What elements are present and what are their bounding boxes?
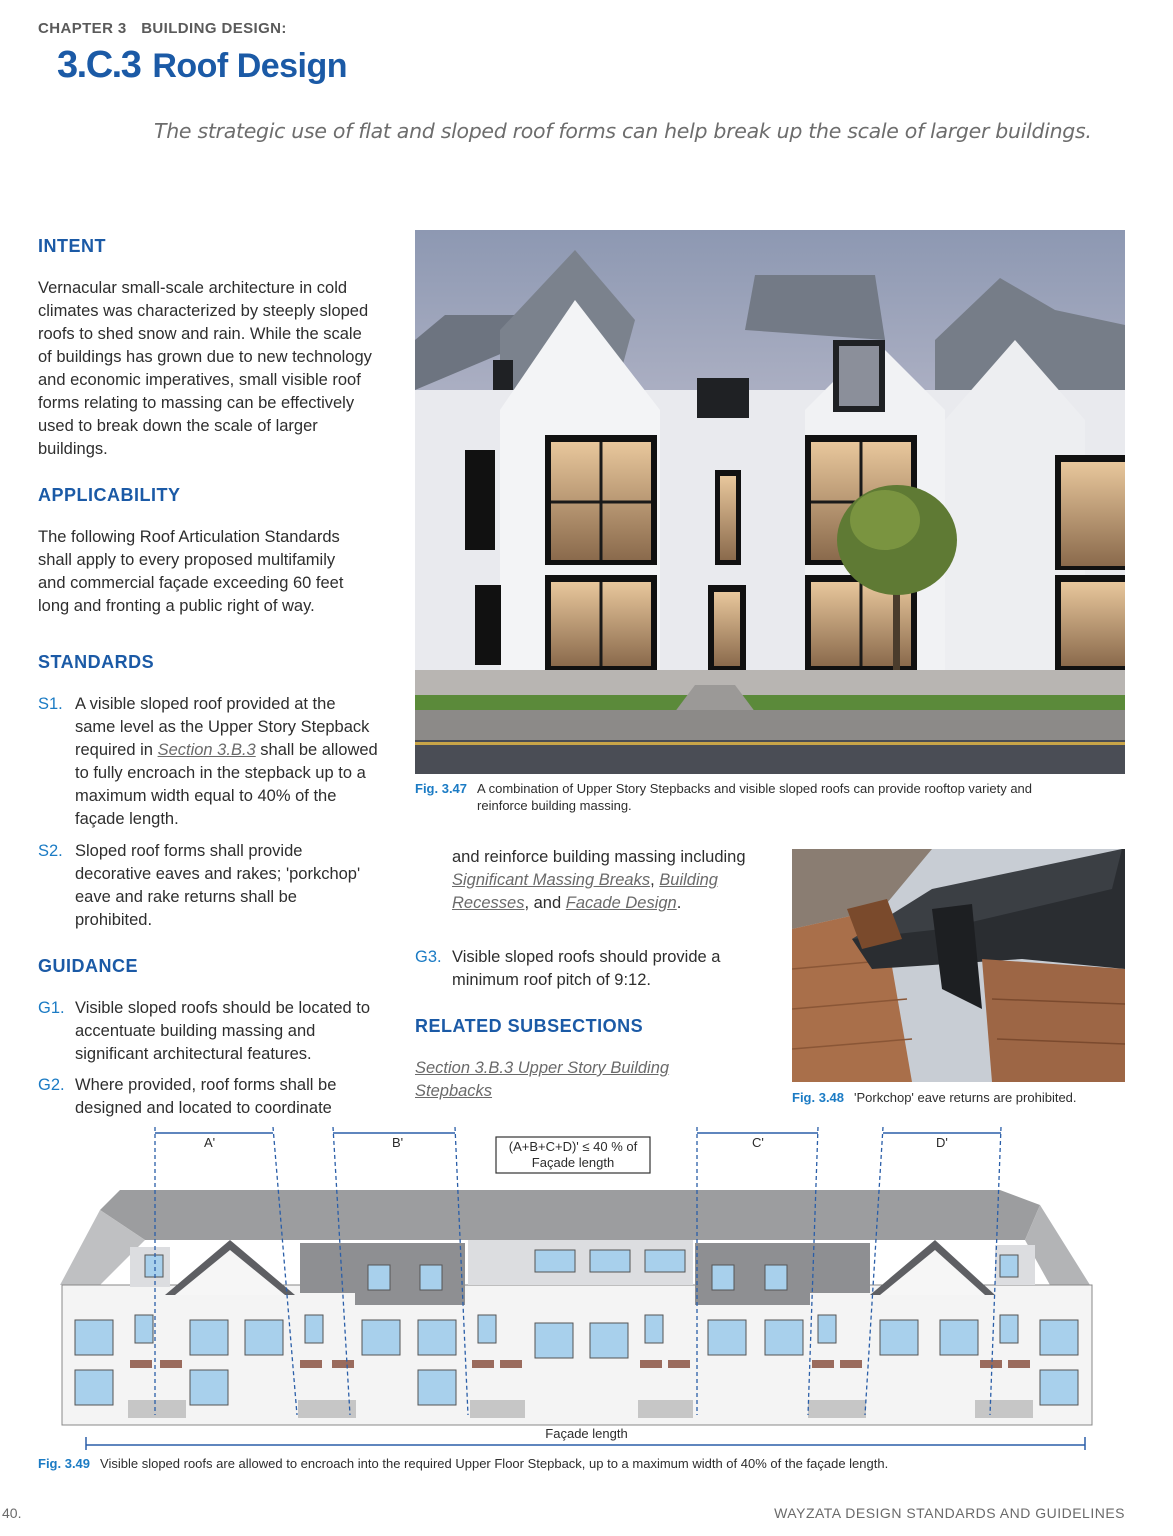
g2-sep1: ,	[650, 871, 660, 889]
g2-label: G2.	[38, 1076, 65, 1094]
s1-text-b: shall be allowed to fully encroach in the stepback up to a maximum width equal to 40% of the façade length.	[75, 741, 378, 828]
fig-3-47-label: Fig. 3.47	[415, 781, 468, 796]
applicability-text: The following Roof Articulation Standards shall apply to every proposed multifamily and commercial façade exceeding 60 feet long and fronting a public right of way.	[38, 528, 344, 615]
townhouse-photo	[415, 230, 1125, 774]
dim-c-label: C'	[752, 1135, 764, 1150]
applicability-heading: APPLICABILITY	[38, 485, 181, 505]
facade-design-link[interactable]: Facade Design	[565, 894, 677, 912]
guidance-g2	[38, 1074, 378, 1120]
fig-3-47-text: A combination of Upper Story Stepbacks and visible sloped roofs can provide rooftop variety and reinforce building massing.	[477, 781, 1033, 813]
facade-diagram	[0, 1115, 1173, 1450]
related-heading: RELATED SUBSECTIONS	[415, 1016, 644, 1036]
g2-sep2: , and	[524, 894, 566, 912]
g2-end: .	[676, 894, 682, 912]
chapter-title: BUILDING DESIGN:	[141, 20, 287, 37]
section-title: Roof Design	[152, 47, 348, 85]
townhouse-photo-illustration	[415, 230, 1125, 774]
g3-label: G3.	[415, 948, 442, 966]
g2-text-b: and reinforce building massing including	[452, 848, 746, 866]
s2-label: S2.	[38, 842, 63, 860]
standard-s2	[38, 840, 378, 932]
related-links	[415, 1057, 715, 1103]
g2-continued	[452, 846, 752, 915]
g2-text-a: Where provided, roof forms shall be designed and located to coordinate	[75, 1076, 337, 1117]
formula-line-1: (A+B+C+D)' ≤ 40 % of	[508, 1139, 638, 1154]
s2-text: Sloped roof forms shall provide decorative eaves and rakes; 'porkchop' eave and rake returns shall be prohibited.	[75, 842, 361, 929]
s1-text-a: A visible sloped roof provided at the same level as the Upper Story Stepback required in	[75, 695, 370, 759]
fig-3-49-caption	[38, 1455, 1138, 1472]
facade-length-label: Façade length	[545, 1426, 628, 1441]
g1-label: G1.	[38, 999, 65, 1017]
section-3b3-link[interactable]: Section 3.B.3	[157, 741, 256, 759]
porkchop-eave-photo	[792, 849, 1125, 1082]
formula-line-2: Façade length	[531, 1155, 615, 1170]
page-title	[57, 44, 347, 87]
g3-text: Visible sloped roofs should provide a minimum roof pitch of 9:12.	[452, 948, 721, 989]
guidance-heading: GUIDANCE	[38, 956, 139, 976]
fig-3-48-caption	[792, 1089, 1125, 1106]
intent-text: Vernacular small-scale architecture in cold climates was characterized by steeply sloped roofs to shed snow and rain. While the scale of buildings has grown due to new technology and economic imperatives, small visible roof forms relating to massing can be effectively used to break down the scale of larger buildings.	[38, 279, 372, 458]
tagline: The strategic use of flat and sloped roof forms can help break up the scale of larger buildings.	[154, 119, 1092, 143]
massing-breaks-link[interactable]: Significant Massing Breaks	[452, 871, 651, 889]
guidance-g3	[415, 946, 745, 992]
upper-story-stepbacks-link[interactable]: Section 3.B.3 Upper Story Building Stepbacks	[415, 1059, 670, 1100]
intent-heading: INTENT	[38, 236, 106, 256]
fig-3-47-caption	[415, 780, 1115, 814]
porkchop-eave-illustration	[792, 849, 1125, 1082]
publication-title: WAYZATA DESIGN STANDARDS AND GUIDELINES	[774, 1505, 1125, 1521]
s1-label: S1.	[38, 695, 63, 713]
standards-heading: STANDARDS	[38, 652, 155, 672]
formula-box	[496, 1139, 650, 1171]
guidance-g1	[38, 997, 378, 1066]
fig-3-48-label: Fig. 3.48	[792, 1090, 845, 1105]
g1-text: Visible sloped roofs should be located to accentuate building massing and significant architectural features.	[75, 999, 371, 1063]
page-number: 40.	[2, 1505, 22, 1521]
chapter-number: CHAPTER 3	[38, 20, 127, 37]
dim-b-label: B'	[392, 1135, 404, 1150]
fig-3-49-label: Fig. 3.49	[38, 1456, 91, 1471]
fig-3-48-text: 'Porkchop' eave returns are prohibited.	[854, 1090, 1077, 1105]
section-number: 3.C.3	[57, 44, 141, 86]
fig-3-49-text: Visible sloped roofs are allowed to encroach into the required Upper Floor Stepback, up to a maximum width of 40% of the façade length.	[100, 1456, 889, 1471]
standard-s1	[38, 693, 378, 831]
dim-d-label: D'	[936, 1135, 948, 1150]
chapter-header	[38, 20, 287, 37]
dim-a-label: A'	[204, 1135, 216, 1150]
building-recesses-link[interactable]: Building Recesses	[452, 871, 718, 912]
